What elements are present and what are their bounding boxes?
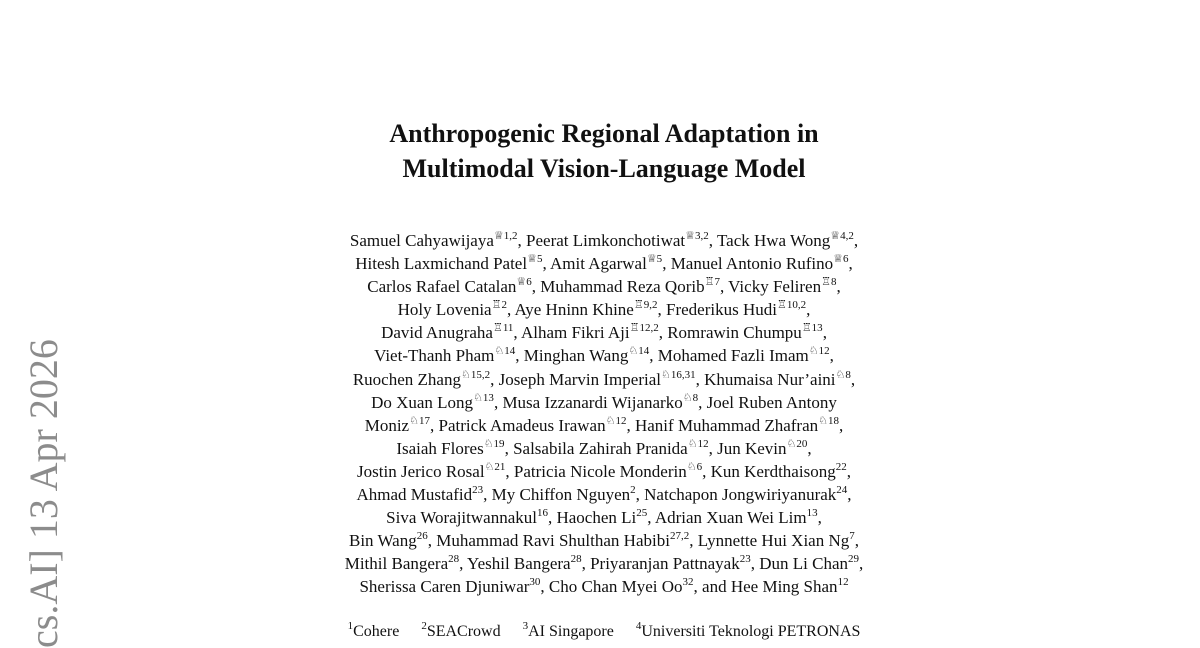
author: Hee Ming Shan$^{12}$ (730, 576, 849, 597)
author-line-1: Samuel Cahyawijaya$^{♕1,2}$, Peerat Limkonchotiwat$^{♕3,2}$, Tack Hwa Wong$^{♕4,2}$, (349, 230, 859, 250)
author: Sherissa Caren Djuniwar$^{30}$ (359, 576, 541, 597)
title-line-2: Multimodal Vision-Language Model (402, 154, 806, 183)
author-line-8: Do Xuan Long$^{♘13}$, Musa Izzanardi Wijanarko$^{♘8}$, Joel Ruben Antony (371, 391, 837, 412)
author: Haochen Li$^{25}$ (556, 507, 648, 528)
author: Lynnette Hui Xian Ng$^7$ (697, 530, 855, 551)
author: Patricia Nicole Monderin$^{♘6}$ (513, 460, 703, 481)
author: Carlos Rafael Catalan$^{♕6}$ (367, 276, 532, 297)
author-list (0, 229, 1200, 599)
author-line-5: David Anugraha$^{♖11}$, Alham Fikri Aji$^{♖12,2}$, Romrawin Chumpu$^{♖13}$, (381, 322, 827, 343)
author: Kun Kerdthaisong$^{22}$ (710, 460, 847, 481)
author: Muhammad Ravi Shulthan Habibi$^{27,2}$ (436, 530, 690, 551)
author: Dun Li Chan$^{29}$ (759, 553, 860, 574)
author: Yeshil Bangera$^{28}$ (467, 553, 582, 574)
author: Alham Fikri Aji$^{♖12,2}$ (520, 322, 659, 343)
author: Khumaisa Nur’aini$^{♘8}$ (704, 368, 851, 389)
author: David Anugraha$^{♖11}$ (381, 322, 514, 343)
author: Samuel Cahyawijaya$^{♕1,2}$ (349, 230, 518, 250)
author: Viet-Thanh Pham$^{♘14}$ (374, 345, 516, 366)
author-line-6: Viet-Thanh Pham$^{♘14}$, Minghan Wang$^{♘14}$, Mohamed Fazli Imam$^{♘12}$, (374, 345, 834, 366)
author: Jostin Jerico Rosal$^{♘21}$ (357, 460, 506, 481)
author-split: Joel Ruben Antony (706, 392, 837, 412)
author: Peerat Limkonchotiwat$^{♕3,2}$ (526, 230, 709, 250)
author-line-15: Mithil Bangera$^{28}$, Yeshil Bangera$^{28}$, Priyaranjan Pattnayak$^{23}$, Dun Li Chan$^{29}$, (344, 553, 864, 574)
affiliation: $^4$Universiti Teknologi PETRONAS (635, 620, 861, 640)
author-line-3: Carlos Rafael Catalan$^{♕6}$, Muhammad Reza Qorib$^{♖7}$, Vicky Feliren$^{♖8}$, (367, 276, 841, 297)
author: Ahmad Mustafid$^{23}$ (356, 484, 484, 505)
author: Patrick Amadeus Irawan$^{♘12}$ (438, 414, 627, 435)
author: Siva Worajitwannakul$^{16}$ (386, 507, 548, 528)
author: Mohamed Fazli Imam$^{♘12}$ (657, 345, 830, 366)
author: Vicky Feliren$^{♖8}$ (728, 276, 837, 297)
author: Manuel Antonio Rufino$^{♕6}$ (670, 253, 849, 274)
author: Hitesh Laxmichand Patel$^{♕5}$ (355, 253, 543, 274)
author-line-13: Siva Worajitwannakul$^{16}$, Haochen Li$^{25}$, Adrian Xuan Wei Lim$^{13}$, (386, 507, 822, 528)
author: Holy Lovenia$^{♖2}$ (397, 299, 507, 320)
author: Bin Wang$^{26}$ (348, 530, 428, 551)
author-line-7: Ruochen Zhang$^{♘15,2}$, Joseph Marvin Imperial$^{♘16,31}$, Khumaisa Nur’aini$^{♘8}$, (352, 368, 856, 389)
author: Moniz$^{♘17}$ (364, 414, 430, 435)
author: Natchapon Jongwiriyanurak$^{24}$ (644, 484, 848, 505)
author: Hanif Muhammad Zhafran$^{♘18}$ (634, 414, 840, 435)
author: Mithil Bangera$^{28}$ (344, 553, 460, 574)
author: Romrawin Chumpu$^{♖13}$ (667, 322, 823, 343)
paper-title (0, 116, 1200, 186)
author: Tack Hwa Wong$^{♕4,2}$ (716, 230, 854, 250)
author-line-16: Sherissa Caren Djuniwar$^{30}$, Cho Chan Myei Oo$^{32}$, and Hee Ming Shan$^{12}$ (359, 576, 849, 597)
author: Minghan Wang$^{♘14}$ (523, 345, 650, 366)
affiliations-line (0, 622, 1200, 642)
author: Do Xuan Long$^{♘13}$ (371, 391, 494, 412)
affiliation: $^2$SEACrowd (421, 620, 501, 640)
author-line-10: Isaiah Flores$^{♘19}$, Salsabila Zahirah Pranida$^{♘12}$, Jun Kevin$^{♘20}$, (396, 437, 812, 458)
author-line-9: Moniz$^{♘17}$, Patrick Amadeus Irawan$^{♘12}$, Hanif Muhammad Zhafran$^{♘18}$, (364, 414, 844, 435)
author: Amit Agarwal$^{♕5}$ (550, 253, 663, 274)
author: Adrian Xuan Wei Lim$^{13}$ (654, 507, 818, 528)
author-line-2: Hitesh Laxmichand Patel$^{♕5}$, Amit Agarwal$^{♕5}$, Manuel Antonio Rufino$^{♕6}$, (355, 253, 853, 274)
arxiv-identifier-stamp: cs.AI] 13 Apr 2026 (21, 339, 66, 648)
title-line-1: Anthropogenic Regional Adaptation in (389, 119, 819, 148)
author: My Chiffon Nguyen$^2$ (491, 484, 636, 505)
author: Frederikus Hudi$^{♖10,2}$ (665, 299, 807, 320)
affiliation: $^3$AI Singapore (522, 620, 614, 640)
author: Ruochen Zhang$^{♘15,2}$ (352, 368, 491, 389)
author: Cho Chan Myei Oo$^{32}$ (548, 576, 694, 597)
author: Aye Hninn Khine$^{♖9,2}$ (514, 299, 658, 320)
author-line-4: Holy Lovenia$^{♖2}$, Aye Hninn Khine$^{♖9,2}$, Frederikus Hudi$^{♖10,2}$, (397, 299, 811, 320)
author: Jun Kevin$^{♘20}$ (717, 437, 808, 458)
author: Joseph Marvin Imperial$^{♘16,31}$ (498, 368, 696, 389)
author: Musa Izzanardi Wijanarko$^{♘8}$ (502, 391, 699, 412)
author: Isaiah Flores$^{♘19}$ (396, 437, 505, 458)
author: Salsabila Zahirah Pranida$^{♘12}$ (513, 437, 709, 458)
author: Priyaranjan Pattnayak$^{23}$ (590, 553, 751, 574)
affiliation: $^1$Cohere (347, 620, 400, 640)
author-line-11: Jostin Jerico Rosal$^{♘21}$, Patricia Nicole Monderin$^{♘6}$, Kun Kerdthaisong$^{22}$, (357, 460, 851, 481)
author: Muhammad Reza Qorib$^{♖7}$ (540, 276, 720, 297)
author-line-14: Bin Wang$^{26}$, Muhammad Ravi Shulthan Habibi$^{27,2}$, Lynnette Hui Xian Ng$^7$, (348, 530, 860, 551)
author-line-12: Ahmad Mustafid$^{23}$, My Chiffon Nguyen$^2$, Natchapon Jongwiriyanurak$^{24}$, (356, 484, 852, 505)
